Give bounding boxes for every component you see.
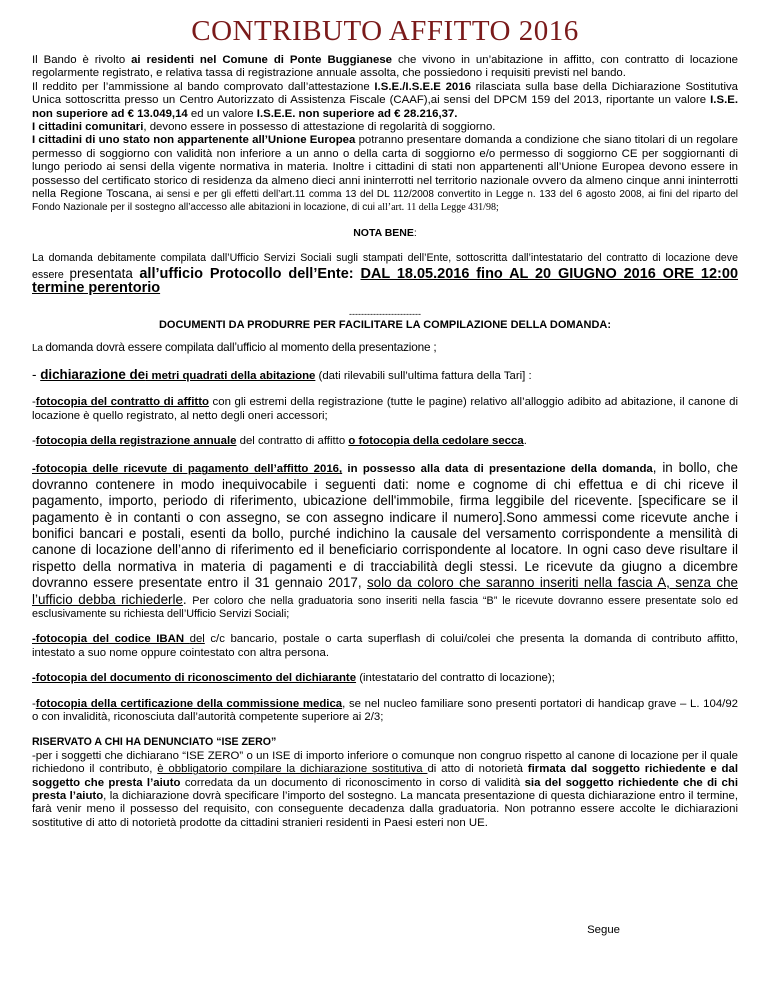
text: - [32,366,41,382]
text-underline: è obbligatorio compilare la dichiarazione sostitutiva [157,763,428,776]
page-title: CONTRIBUTO AFFITTO 2016 [191,15,579,47]
text-underline: del [189,633,205,646]
text: con gli estremi della registrazione (tutte le pagine) relativo all’alloggio adibito ad abitazione, il canone di locazione è quello registrato, al netto degli oneri accessori; [32,396,738,422]
text-bold: NOTA BENE [353,226,414,239]
text: ed un valore [187,107,257,120]
text-small: La [32,342,46,354]
text: - [32,697,36,710]
text-bold-underline: dichiarazione de [40,366,146,382]
text: - [32,434,36,447]
text-bold-underline: -fotocopia del documento di riconoscimento del dichiarante [32,672,357,685]
text-bold-underline: o fotocopia della cedolare secca [348,434,524,447]
text-bold: ai residenti nel Comune di Ponte Buggianese [131,54,393,66]
text-bold: I.S.E./I.S.E.E 2016 [374,80,471,93]
text-bold: I cittadini comunitari [32,121,144,134]
text: Il Bando è rivolto [32,54,132,66]
intro-paragraph-2 [32,81,738,121]
document-item-registrazione [32,435,738,448]
text-bold-underline: fotocopia del contratto di affitto [35,396,209,409]
text: c/c bancario, postale o carta superflash di colui/colei che presenta la domanda di contributo affitto, intestato a suo nome oppure cointestato con altra persona. [32,633,738,659]
text-bold: firmata dal soggetto richiedente e dal soggetto che presta l’aiuto [32,763,738,789]
document-item-riconoscimento [32,672,738,685]
text: Per coloro che nella graduatoria sono inseriti nella fascia “B” le ricevute dovranno essere presentate solo ed esclusivamente su richiesta dell’Ufficio Servizi Sociali; [32,594,738,620]
document-item-ricevute [32,460,738,621]
documents-intro [32,341,738,355]
text: che vivono in un’abitazione in affitto, con contratto di locazione regolarmente registrato, e relativa tassa di registrazione annuale assolta, che possiedono i requisiti previsti nel bando. [32,54,738,80]
text-bold-underline: i metri quadrati della abitazione [145,369,316,382]
text: rilasciata sulla base della Dichiarazione Sostitutiva Unica sottoscritta presso un Centro Autorizzato di Assistenza Fiscale (CAAF),ai sensi del DPCM 159 del 2013, riportante un valore [32,80,739,107]
ise-zero-heading: RISERVATO A CHI HA DENUNCIATO “ISE ZERO” [32,736,277,749]
text: di atto di notorietà [427,763,528,776]
nota-bene-heading [32,227,738,240]
text: , la dichiarazione dovrà specificare l’importo del sostegno. La mancata presentazione di questa dichiarazione entro il termine, farà venir meno il possesso del requisito, con conseguente decadenza dalla graduatoria. Non potranno essere accolte le dichiarazioni sostitutive di atto di notorietà prodotte da cittadini stranieri residenti in Paesi esteri non UE. [32,790,738,829]
text-bold-underline: -fotocopia delle ricevute di pagamento dell’affitto 2016, [32,463,343,476]
text: , se nel nucleo familiare sono presenti portatori di handicap grave – L. 104/92 o con invalidità, riconosciuta dall’autorità competente superiore ai 2/3; [32,697,738,724]
text-bold-underline: fotocopia della certificazione della commissione medica [35,697,343,710]
text: -per i soggetti che dichiarano “ISE ZERO” o un ISE di importo inferiore o comunque non congruo rispetto al canone di locazione per il quale richiedono il contributo, [32,749,738,776]
text-big: presentata [69,265,140,281]
text: del contratto di affitto [236,434,349,447]
text-bold-underline: -fotocopia del codice IBAN [32,633,190,646]
text-bold: I.S.E.E. non superiore ad € 28.216,37. [256,107,458,120]
document-page [32,14,738,830]
documents-heading: DOCUMENTI DA PRODURRE PER FACILITARE LA COMPILAZIONE DELLA DOMANDA: [158,318,611,331]
ise-zero-paragraph [32,750,738,830]
text-small: ai sensi e per gli effetti dell’art.11 comma 13 del DL 112/2008 convertito in Legge n. 133 del 6 agosto 2008, ai fini del riparto del Fondo Nazionale per il sostegno all’accesso alle abitazioni in locazione, di cui [32,189,739,214]
text-big: . [182,591,193,607]
document-item-iban [32,633,738,660]
document-item-certificazione [32,698,738,725]
text: - [32,396,36,409]
nota-bene-text [32,252,738,296]
text-small: La domanda debitamente compilata dall’Ufficio Servizi Sociali sugli stampati dell’Ente, sottoscritta dall’intestatario del contratto di locazione deve essere [32,252,738,281]
text-bold: in possesso alla data di presentazione della domanda [342,463,653,476]
intro-paragraph-3 [32,121,738,134]
text: domanda dovrà essere compilata dall’ufficio al momento della presentazione ; [45,339,437,354]
text: Il reddito per l’ammissione al bando comprovato dall’attestazione [32,80,375,93]
text-big-underline: solo da coloro che saranno inseriti nella fascia A, senza che l’ufficio debba richiederle [32,575,738,607]
deadline-text: DAL 18.05.2016 fino AL 20 GIUGNO 2016 ORE 12:00 termine perentorio [32,265,739,297]
text: potranno presentare domanda a condizione che siano titolari di un regolare permesso di soggiorno con validità non inferiore a un anno o della carta di soggiorno e/o permesso di soggiorno CE per soggiornanti di lungo periodo ai sensi della vigente normativa in materia. Inoltre i cittadini di stati non appartenenti all’Unione Europea devono essere in possesso del certificato storico di residenza da almeno dieci anni ininterrotti nel territorio nazionale ovvero da almeno cinque anni ininterrotti nella Regione Toscana, [32,134,739,201]
intro-paragraph-4 [32,134,738,214]
text-bold-underline: fotocopia della registrazione annuale [35,434,237,447]
text: corredata da un documento di riconoscimento in corso di validità [180,776,525,789]
text-bold: I cittadini di uno stato non appartenente all’Unione Europea [32,134,356,147]
intro-paragraph-1 [32,54,738,81]
document-item-contratto [32,396,738,423]
text-bold: I.S.E. non superiore ad € 13.049,14 [32,94,738,120]
document-item-metri-quadrati [32,367,738,384]
text: (intestatario del contratto di locazione); [356,672,555,685]
text-big: , in bollo, che dovranno contenere in modo inequivocabile i seguenti dati: nome e cognome di chi effettua e di chi riceve il pagamento, importo, periodo di riferimento, ubicazione dell'immobile, firma leggibile del ricevente. [specificare se il pagamento è in contanti o con assegno, se con assegno indicare il numero].Sono ammessi come ricevute anche i bonifici bancari e postali, esenti da bollo, purché indichino la causale del versamento corrispondente a mensilità di canone di locazione dell’anno di riferimento ed il beneficiario corrispondente al locatore. In ogni caso deve risultare il rispetto della normativa in materia di pagamenti e di tracciabilità degli stessi. Le ricevute da giugno a dicembre dovranno essere presentate entro il 31 gennaio 2017, [32,460,739,591]
text-bold: sia del soggetto richiedente che di chi presta l’aiuto [32,776,739,803]
text: (dati rilevabili sull’ultima fattura della Tari] : [315,369,532,382]
text: : [413,226,417,239]
separator: ------------------------ [349,308,421,319]
text-small-serif: all’art. 11 della Legge 431/98; [377,202,499,214]
text-bold-big: all’ufficio Protocollo dell’Ente: [139,265,361,282]
text: , devono essere in possesso di attestazione di regolarità di soggiorno. [143,121,496,134]
segue-label: Segue [587,924,620,936]
text: . [523,434,527,447]
